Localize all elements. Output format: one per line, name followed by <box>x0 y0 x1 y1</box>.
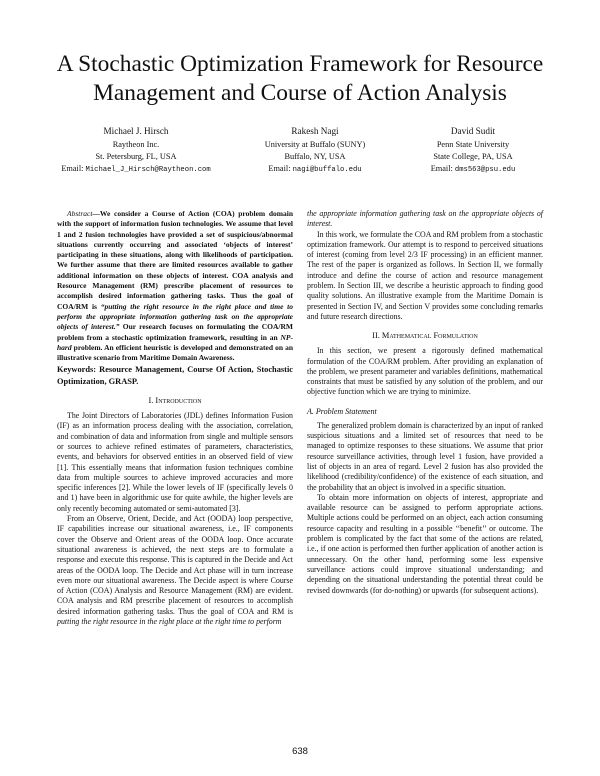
intro-goal-continued: the appropriate information gathering task on the appropriate objects of interest. <box>307 209 543 229</box>
problem-paragraph-1: The generalized problem domain is characterized by an input of ranked suspicious situations and a limited set of resources that need to be managed to optimize responses to these situations. We assume that prior resource surveillance activities, through level 1 fusion, have provided a list of objects in an area of regard. Level 2 fusion has also provided the likelihood (credibility/confidence) of the existence of each situation, and the probability that an object is involved in a specific situation. <box>307 420 543 492</box>
email-label: Email: <box>430 164 453 174</box>
abstract-goal: “putting the right resource in the right place and time to perform the appropriate information gathering task on the appropriate objects of interest.” <box>57 301 293 332</box>
author-name: David Sudit <box>450 126 496 136</box>
author-block-2 <box>225 125 405 177</box>
email-label: Email: <box>268 164 291 174</box>
author-email-row <box>46 163 226 176</box>
abstract-text-2: Our research focuses on formulating the COA/RM problem from a stochastic optimization framework, resulting in an <box>57 322 293 342</box>
author-email-row <box>225 163 405 176</box>
intro-paragraph-3: In this work, we formulate the COA and RM problem from a stochastic optimization framework. Our attempt is to respond to perceived situations of interest (coming from level 2/3 IF processing) in an efficient manner. The rest of the paper is organized as follows. In Section II, we formally introduce and define the course of action and resource management problem. In Section III, we describe a heuristic approach to finding good quality solutions. An illustrative example from the Maritime Domain is presented in Section IV, and Section V provides some concluding remarks and future research directions. <box>307 229 543 321</box>
author-affiliation: Raytheon Inc. <box>112 139 160 149</box>
problem-paragraph-2: To obtain more information on objects of interest, appropriate and available resource can be assigned to perform appropriate actions. Multiple actions could be performed on an object, each action consuming resource capacity and resulting in a possible ‘‘benefit’’ or outcome. The problem is complicated by the fact that some of the actions are related, i.e., if one action is performed then further application of another action is unnecessary. On the other hand, performing some less expensive surveillance actions could improve situational understanding; and depending on the situational understanding the potential threat could be revised downwards (for do-nothing) or upwards (for subsequent actions). <box>307 492 543 595</box>
author-name: Michael J. Hirsch <box>103 126 169 136</box>
paper-title: A Stochastic Optimization Framework for Resource Management and Course of Action Analysis <box>56 51 544 106</box>
intro-paragraph-2-text: From an Observe, Orient, Decide, and Act (OODA) loop perspective, IF capabilities increase our situational awareness, i.e., IF components cover the Observe and Orient areas of the OODA loop. Once accurate situational awareness is achieved, the next steps are to formulate a response and execute this response. This is captured in the Decide and Act areas of the OODA loop. The Decide and Act phase will in turn increase even more our situational awareness. The Decide aspect is where Course of Action (COA) Analysis and Resource Management (RM) are evident. COA analysis and RM prescribe placement of resources to accomplish desired information gathering tasks. Thus the goal of COA and RM is <box>57 514 293 616</box>
keywords: Keywords: Resource Management, Course Of Action, Stochastic Optimization, GRASP. <box>57 365 293 386</box>
intro-goal: putting the right resource in the right place at the right time to perform <box>57 616 282 626</box>
email-label: Email: <box>61 164 84 174</box>
author-email: dms563@psu.edu <box>454 166 516 175</box>
author-email: Michael_J_Hirsch@Raytheon.com <box>85 166 211 175</box>
page-number: 638 <box>292 746 308 757</box>
author-affiliation: University at Buffalo (SUNY) <box>264 139 366 149</box>
abstract-nphard: NP-hard <box>57 332 293 352</box>
author-location: State College, PA, USA <box>433 152 513 161</box>
abstract <box>57 209 293 363</box>
author-block-1 <box>46 125 226 177</box>
intro-paragraph-2 <box>57 514 293 627</box>
abstract-text-3: problem. An efficient heuristic is developed and demonstrated on an illustrative scenario from Maritime Domain Awareness. <box>57 342 293 363</box>
author-location: Buffalo, NY, USA <box>284 152 346 161</box>
section-heading-math: II. Mathematical Formulation <box>372 331 478 341</box>
abstract-text-1: —We consider a Course of Action (COA) problem domain with the support of information fusion technologies. We assume that level 1 and 2 fusion technologies have provided a set of suspicious/abnormal situations currently occurring and associated ‘objects of interest’ participating in these situations, along with likelihoods of participation. We further assume that there are limited resources available to gather additional information on these objects of interest. COA analysis and Resource Management (RM) prescribe placement of resources to accomplish desired information gathering tasks. Thus the goal of COA/RM is <box>57 209 293 311</box>
right-column <box>307 209 543 596</box>
author-affiliation: Penn State University <box>436 139 510 149</box>
author-email: nagi@buffalo.edu <box>292 166 362 175</box>
abstract-lead: Abstract <box>67 209 93 218</box>
section-heading-introduction: I. Introduction <box>148 396 202 406</box>
author-block-3 <box>383 125 563 177</box>
left-column <box>57 209 293 627</box>
intro-paragraph-1: The Joint Directors of Laboratories (JDL) defines Information Fusion (IF) as an information process dealing with the association, correlation, and combination of data and information from single and multiple sensors or sources to achieve refined estimates of parameters, characteristics, events, and behaviors for observed entities in an observed field of view [1]. This essentially means that information fusion techniques combine data from multiple sources to achieve improved accuracies and more specific inferences [2]. While the lower levels of IF (specifically levels 0 and 1) have been in algorithmic use for quite awhile, the higher levels are only recently becoming automated or semi-automated [3]. <box>57 411 293 513</box>
author-email-row <box>383 163 563 176</box>
math-paragraph-1: In this section, we present a rigorously defined mathematical formulation of the COA/RM problem. After providing an explanation of the problem, we present parameter and variables definitions, mathematical constraints that must be satisfied by any solution of the problem, and our objective function which we are trying to minimize. <box>307 346 543 397</box>
author-location: St. Petersburg, FL, USA <box>95 152 177 161</box>
author-name: Rakesh Nagi <box>291 126 339 136</box>
subsection-heading-problem: A. Problem Statement <box>307 406 377 416</box>
